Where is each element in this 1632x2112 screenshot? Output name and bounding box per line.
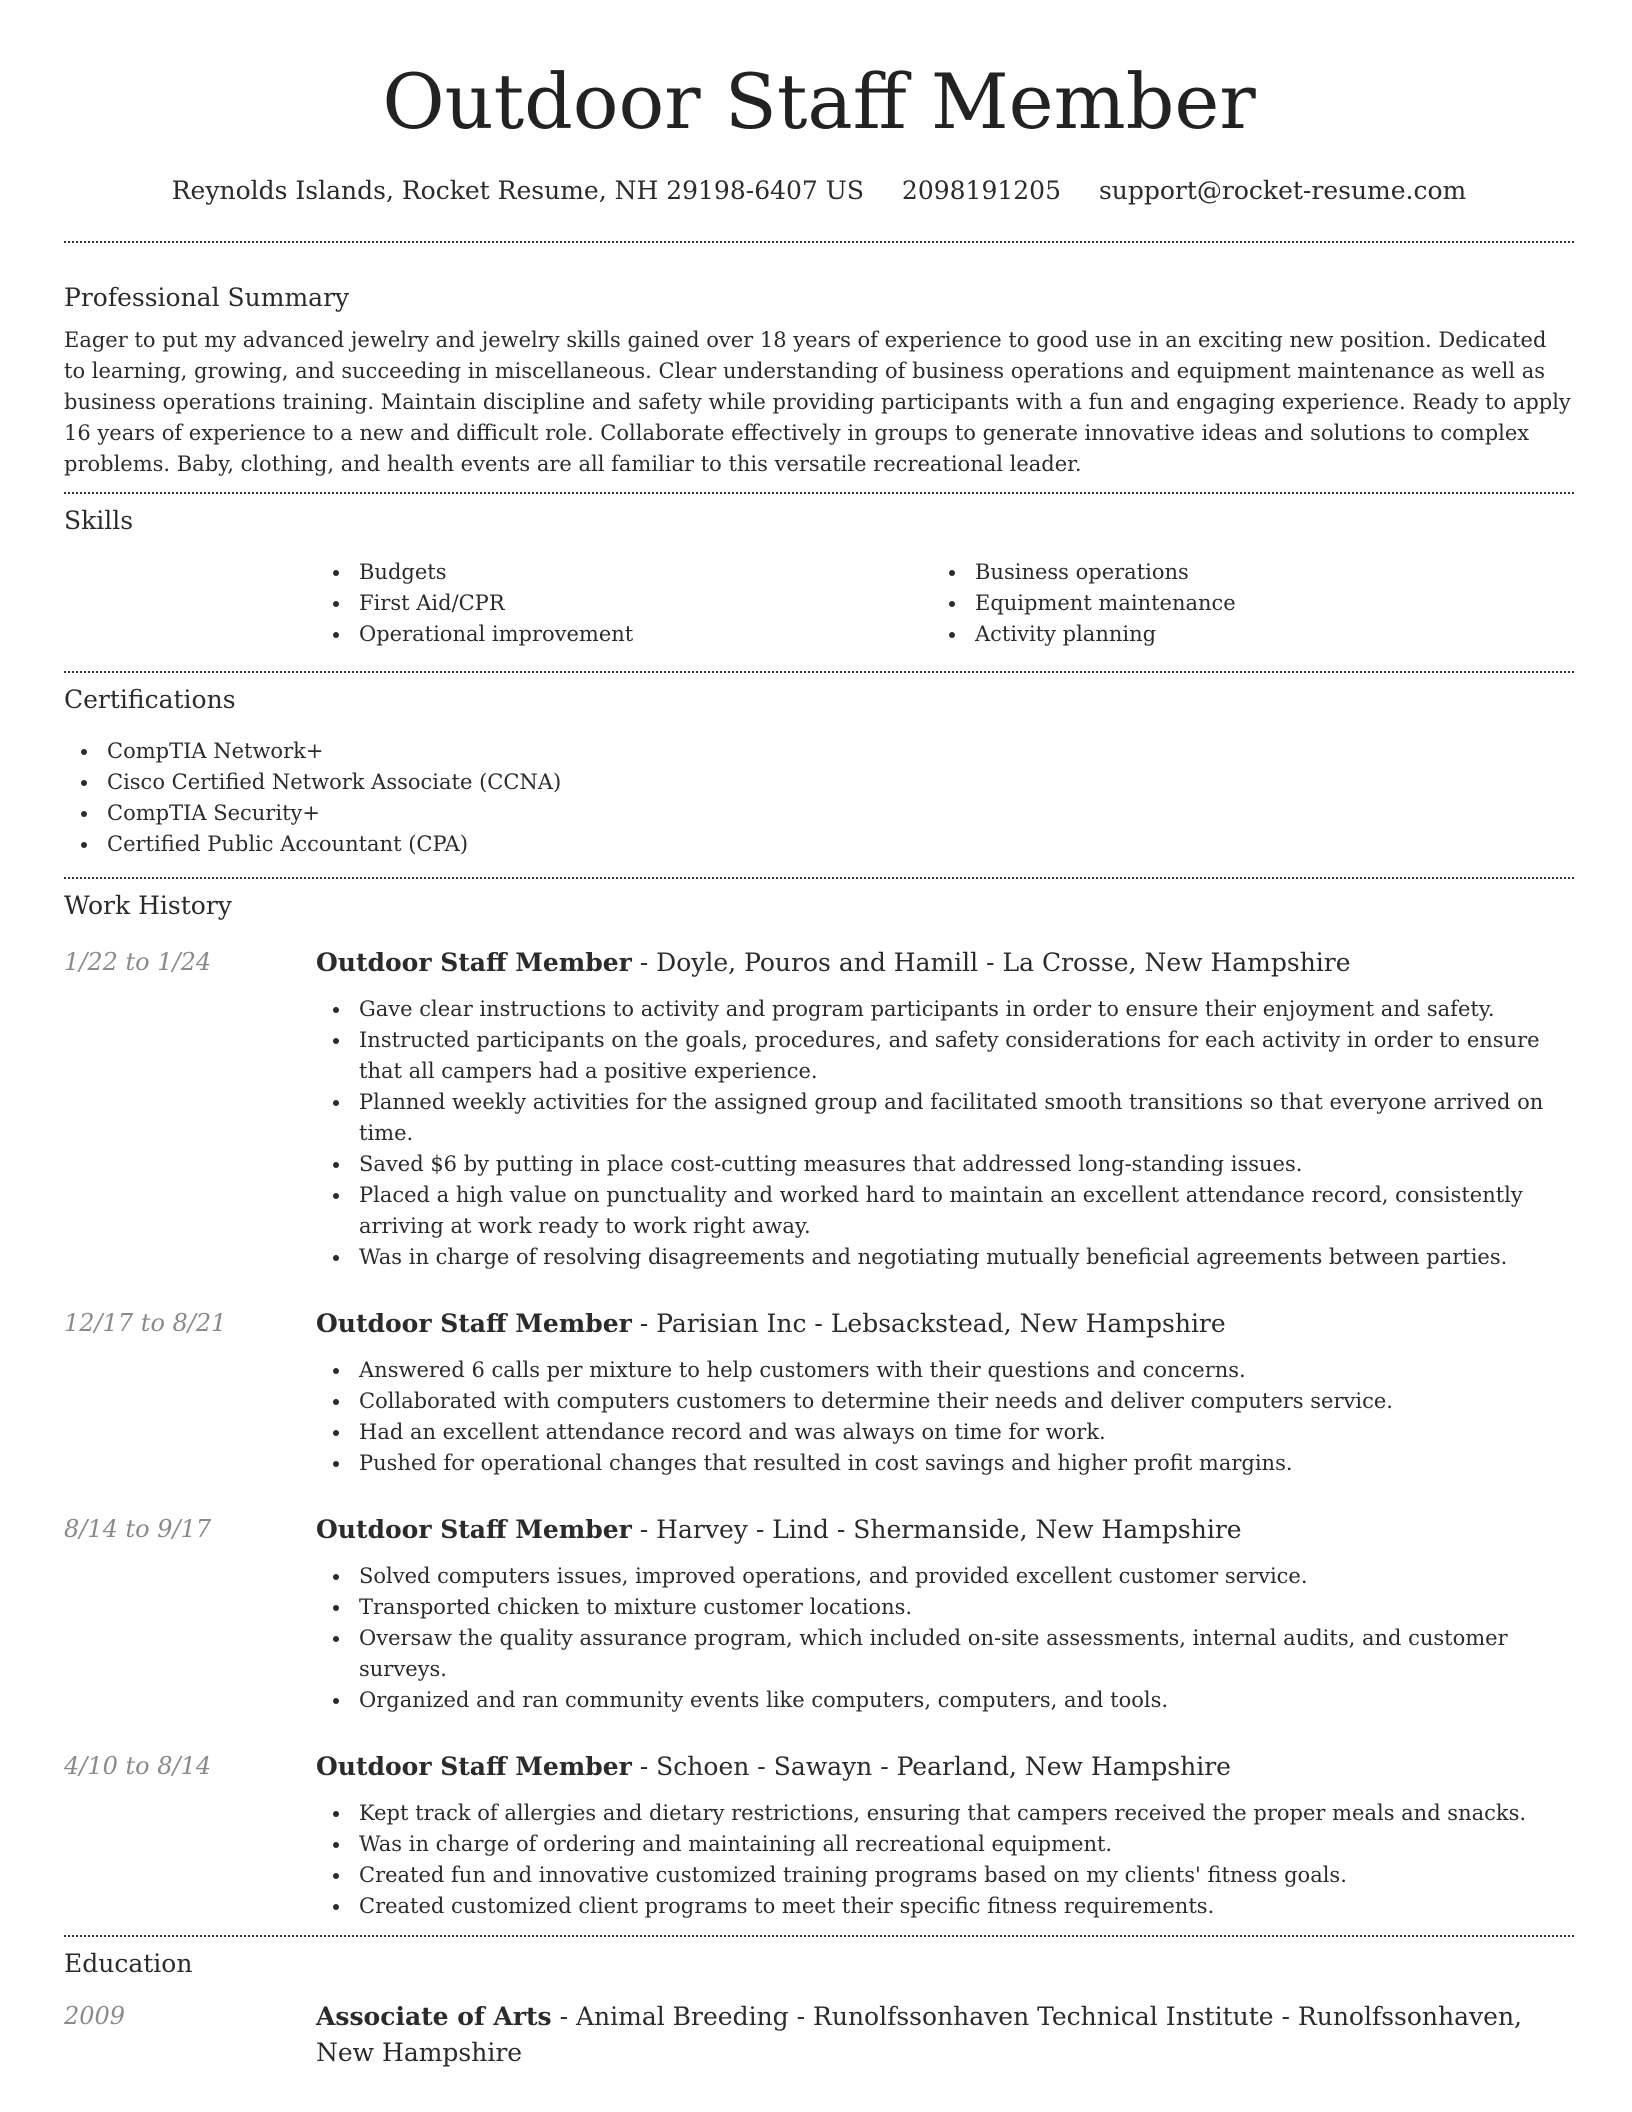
job-dates: 12/17 to 8/21 — [64, 1309, 227, 1337]
education-details: Animal Breeding - Runolfssonhaven Technical Institute - Runolfssonhaven, New Hampshire — [316, 2002, 1523, 2067]
job-details: Parisian Inc - Lebsackstead, New Hampshire — [656, 1309, 1226, 1338]
job-bullet: Oversaw the quality assurance program, which included on-site assessments, internal audits, and customer surveys. — [316, 1623, 1574, 1685]
job-details: Schoen - Sawayn - Pearland, New Hampshire — [656, 1752, 1231, 1781]
job-bullet: Pushed for operational changes that resulted in cost savings and higher profit margins. — [316, 1448, 1574, 1479]
job-bullet: Was in charge of resolving disagreements and negotiating mutually beneficial agreements between parties. — [316, 1242, 1574, 1273]
skills-list-right — [932, 557, 1548, 650]
education-section — [64, 1947, 1574, 2071]
job-entry — [64, 1749, 1574, 1922]
job-title: Outdoor Staff Member - Harvey - Lind - Shermanside, New Hampshire — [316, 1515, 1242, 1544]
job-bullets — [316, 1798, 1574, 1922]
job-dates: 4/10 to 8/14 — [64, 1752, 212, 1780]
divider — [64, 492, 1574, 494]
certification-item: Cisco Certified Network Associate (CCNA) — [64, 767, 1574, 798]
job-bullet: Planned weekly activities for the assigned group and facilitated smooth transitions so that everyone arrived on time. — [316, 1087, 1574, 1149]
job-title: Outdoor Staff Member - Schoen - Sawayn - Pearland, New Hampshire — [316, 1752, 1231, 1781]
job-bullet: Created customized client programs to meet their specific fitness requirements. — [316, 1891, 1574, 1922]
section-title: Education — [64, 1949, 193, 1978]
education-entry — [64, 1999, 1574, 2071]
section-title: Professional Summary — [64, 283, 350, 312]
job-bullet: Was in charge of ordering and maintaining all recreational equipment. — [316, 1829, 1574, 1860]
certification-item: CompTIA Security+ — [64, 798, 1574, 829]
job-bullet: Saved $6 by putting in place cost-cutting measures that addressed long-standing issues. — [316, 1149, 1574, 1180]
certifications-section — [64, 683, 1574, 860]
certification-item: Certified Public Accountant (CPA) — [64, 829, 1574, 860]
job-bullets — [316, 1561, 1574, 1716]
skill-item: Operational improvement — [316, 619, 932, 650]
skill-item: First Aid/CPR — [316, 588, 932, 619]
job-bullet: Created fun and innovative customized training programs based on my clients' fitness goals. — [316, 1860, 1574, 1891]
job-bullet: Transported chicken to mixture customer locations. — [316, 1592, 1574, 1623]
job-bullets — [316, 1355, 1574, 1479]
job-details: Harvey - Lind - Shermanside, New Hampshire — [656, 1515, 1242, 1544]
job-dates: 1/22 to 1/24 — [64, 948, 212, 976]
job-bullet: Organized and ran community events like computers, computers, and tools. — [316, 1685, 1574, 1716]
professional-summary-section — [64, 281, 1574, 480]
education-title: Associate of Arts - Animal Breeding - Runolfssonhaven Technical Institute - Runolfssonhaven, New Hampshire — [316, 2002, 1523, 2067]
certifications-list — [64, 736, 1574, 860]
job-dates: 8/14 to 9/17 — [64, 1515, 212, 1543]
job-body — [316, 1749, 1574, 1922]
job-bullets — [316, 994, 1574, 1273]
job-title: Outdoor Staff Member - Doyle, Pouros and Hamill - La Crosse, New Hampshire — [316, 948, 1351, 977]
job-bullet: Gave clear instructions to activity and program participants in order to ensure their enjoyment and safety. — [316, 994, 1574, 1025]
contact-line — [64, 174, 1574, 208]
contact-phone: 2098191205 — [901, 176, 1061, 205]
work-history-section — [64, 889, 1574, 1922]
education-degree: Associate of Arts — [316, 2002, 552, 2031]
job-role: Outdoor Staff Member — [316, 1752, 632, 1781]
skills-list-left — [316, 557, 932, 650]
job-body — [316, 945, 1574, 1273]
job-title: Outdoor Staff Member - Parisian Inc - Lebsackstead, New Hampshire — [316, 1309, 1226, 1338]
certification-item: CompTIA Network+ — [64, 736, 1574, 767]
job-entry — [64, 945, 1574, 1273]
education-body — [316, 1999, 1574, 2071]
section-title: Skills — [64, 506, 134, 535]
contact-email: support@rocket-resume.com — [1098, 176, 1467, 205]
job-bullet: Collaborated with computers customers to determine their needs and deliver computers service. — [316, 1386, 1574, 1417]
job-entry — [64, 1512, 1574, 1716]
job-bullet: Answered 6 calls per mixture to help customers with their questions and concerns. — [316, 1355, 1574, 1386]
contact-address: Reynolds Islands, Rocket Resume, NH 29198-6407 US — [171, 176, 864, 205]
job-bullet: Kept track of allergies and dietary restrictions, ensuring that campers received the proper meals and snacks. — [316, 1798, 1574, 1829]
education-year: 2009 — [64, 2002, 126, 2030]
job-details: Doyle, Pouros and Hamill - La Crosse, New Hampshire — [656, 948, 1351, 977]
divider — [64, 241, 1574, 243]
job-body — [316, 1512, 1574, 1716]
skills-grid — [316, 557, 1574, 650]
job-bullet: Had an excellent attendance record and was always on time for work. — [316, 1417, 1574, 1448]
job-bullet: Instructed participants on the goals, procedures, and safety considerations for each activity in order to ensure that all campers had a positive experience. — [316, 1025, 1574, 1087]
section-title: Certifications — [64, 685, 236, 714]
divider — [64, 671, 1574, 673]
skill-item: Equipment maintenance — [932, 588, 1548, 619]
job-bullet: Placed a high value on punctuality and worked hard to maintain an excellent attendance record, consistently arriving at work ready to work right away. — [316, 1180, 1574, 1242]
job-body — [316, 1306, 1574, 1479]
job-entry — [64, 1306, 1574, 1479]
job-bullet: Solved computers issues, improved operations, and provided excellent customer service. — [316, 1561, 1574, 1592]
job-role: Outdoor Staff Member — [316, 1515, 632, 1544]
summary-text: Eager to put my advanced jewelry and jewelry skills gained over 18 years of experience to good use in an exciting new position. Dedicated to learning, growing, and succeeding in miscellaneous. Clear understanding of business operations and equipment maintenance as well as business operations training. Maintain discipline and safety while providing participants with a fun and engaging experience. Ready to apply 16 years of experience to a new and difficult role. Collaborate effectively in groups to generate innovative ideas and solutions to complex problems. Baby, clothing, and health events are all familiar to this versatile recreational leader. — [64, 328, 1571, 476]
skill-item: Budgets — [316, 557, 932, 588]
skills-section — [64, 504, 1574, 650]
skill-item: Business operations — [932, 557, 1548, 588]
resume-name: Outdoor Staff Member — [382, 57, 1256, 146]
section-title: Work History — [64, 891, 232, 920]
divider — [64, 1935, 1574, 1937]
divider — [64, 877, 1574, 879]
skill-item: Activity planning — [932, 619, 1548, 650]
job-role: Outdoor Staff Member — [316, 948, 632, 977]
resume-page — [64, 0, 1574, 2071]
job-role: Outdoor Staff Member — [316, 1309, 632, 1338]
